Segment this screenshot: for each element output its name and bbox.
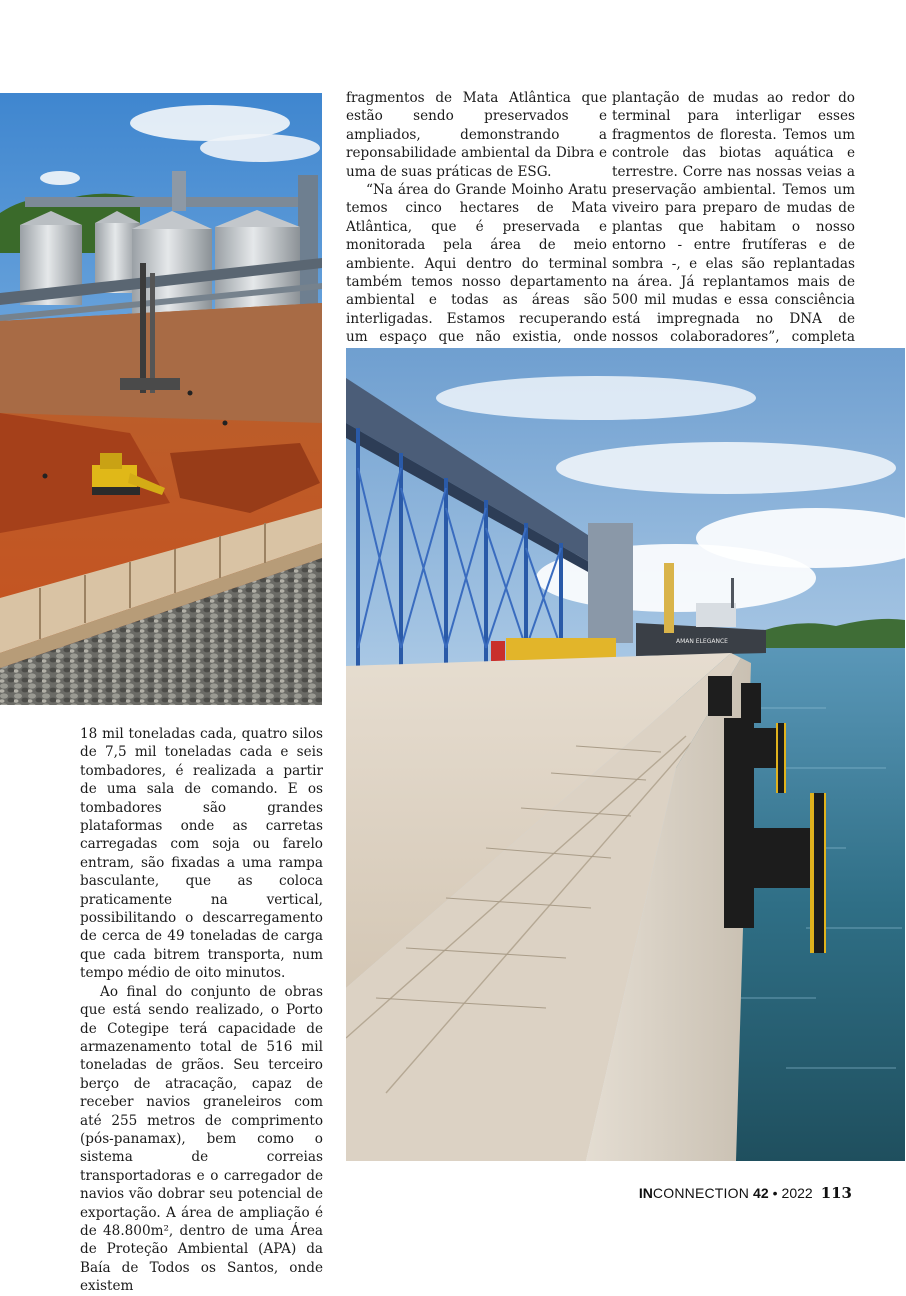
page-number: 113 xyxy=(820,1184,852,1202)
article-column-1 xyxy=(80,725,323,1296)
ship-name-text: AMAN ELEGANCE xyxy=(676,638,728,645)
article-paragraph xyxy=(612,89,855,365)
article-column-2 xyxy=(346,89,607,384)
footer-separator: • xyxy=(772,1185,778,1201)
page-footer xyxy=(639,1184,852,1202)
article-paragraph: Ao final do conjunto de obras que está sendo realizado, o Porto de Cotegipe terá capacidade de armazenamento total de 516 mil toneladas de grãos. Seu terceiro berço de atracação, capaz de receber navios graneleiros com até 255 metros de comprimento (pós-panamax), bem como o sistema de correias transportadoras e o carregador de navios vão dobrar seu potencial de exportação. A área de ampliação é de 48.800m², dentro de uma Área de Proteção Ambiental (APA) da Baía de Todos os Santos, onde existem xyxy=(80,983,323,1295)
magazine-name-rest: CONNECTION xyxy=(652,1185,750,1201)
article-paragraph: fragmentos de Mata Atlântica que estão sendo preservados e ampliados, demonstrando a reponsabilidade ambiental da Dibra e uma de suas práticas de ESG. xyxy=(346,90,607,180)
pier-photo xyxy=(346,348,905,1161)
construction-site-photo xyxy=(0,93,322,705)
article-paragraph: 18 mil toneladas cada, quatro silos de 7,5 mil toneladas cada e seis tombadores, é realizada a partir de uma sala de comando. E os tombadores são grandes plataformas onde as carretas carregadas com soja ou farelo entram, são fixadas a uma rampa basculante, que as coloca praticamente na vertical, possibilitando o descarregamento de cerca de 49 toneladas de carga que cada bitrem transporta, num tempo médio de oito minutos. xyxy=(80,726,323,982)
magazine-name-in: IN xyxy=(638,1185,653,1201)
article-column-3 xyxy=(612,89,855,365)
article-paragraph: “Na área do Grande Moinho Aratu temos cinco hectares de Mata Atlântica, que é preservada e monitorada pela área de meio ambiente. Aqui dentro do terminal também temos nosso departamento ambiental e todas as áreas são interligadas. Estamos recuperando um espaço que não existia, onde xyxy=(346,182,607,346)
article-paragraph-text: plantação de mudas ao redor do terminal para interligar esses fragmentos de floresta. Temos um controle das biotas aquática e terrestre. Corre nas nossas veias a preservação ambiental. Temos um viveiro para preparo de mudas de plantas que habitam o nosso entorno - entre frutíferas e de sombra -, e elas são replantadas na área. Já replantamos mais de 500 mil mudas e essa consciência está impregnada no DNA de nossos colaboradores”, completa xyxy=(612,90,855,346)
magazine-name xyxy=(639,1185,749,1201)
issue-year: 2022 xyxy=(781,1185,813,1201)
issue-number: 42 xyxy=(753,1185,769,1201)
